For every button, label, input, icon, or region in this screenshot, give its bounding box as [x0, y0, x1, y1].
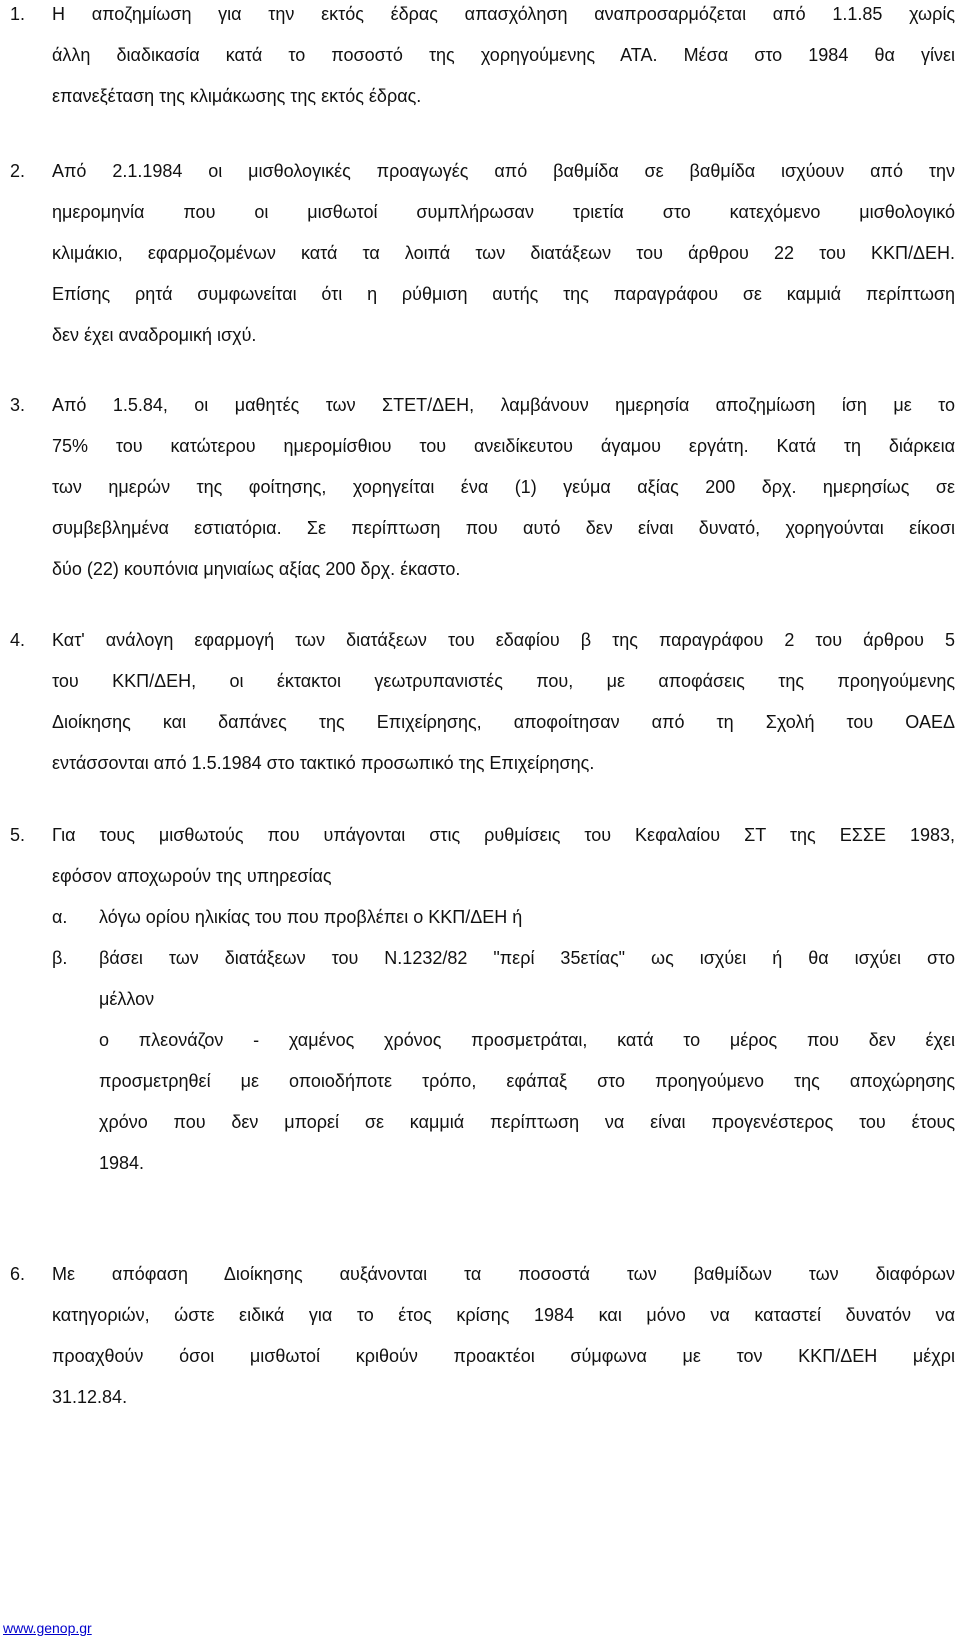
text-line: λόγω ορίου ηλικίας του που προβλέπει ο ΚΚΠ/ΔΕΗ ή [99, 907, 523, 927]
text-line: επανεξέταση της κλιμάκωσης της εκτός έδρας. [52, 86, 422, 106]
paragraph-3 [10, 385, 955, 590]
text-line: δύο (22) κουπόνια μηνιαίως αξίας 200 δρχ. έκαστο. [52, 559, 461, 579]
text-line: βάσει των διατάξεων του Ν.1232/82 "περί 35ετίας" ως ισχύει ή θα ισχύει στο [99, 948, 955, 968]
text-line: Η αποζημίωση για την εκτός έδρας απασχόληση αναπροσαρμόζεται από 1.1.85 χωρίς [52, 4, 955, 24]
paragraph-number: 6. [10, 1264, 26, 1284]
text-line: ο πλεονάζον - χαμένος χρόνος προσμετράται, κατά το μέρος που δεν έχει [99, 1030, 955, 1050]
paragraph-2 [10, 151, 955, 356]
paragraph-body [52, 815, 955, 1184]
text-line: προσμετρηθεί με οποιοδήποτε τρόπο, εφάπαξ στο προηγούμενο της αποχώρησης [99, 1071, 955, 1091]
text-line: 31.12.84. [52, 1387, 128, 1407]
paragraph-4 [10, 620, 955, 784]
text-line: δεν έχει αναδρομική ισχύ. [52, 325, 257, 345]
text-line: κατηγοριών, ώστε ειδικά για το έτος κρίσης 1984 και μόνο να καταστεί δυνατόν να [52, 1305, 955, 1325]
text-line: χρόνο που δεν μπορεί σε καμμιά περίπτωση να είναι προγενέστερος του έτους [99, 1112, 955, 1132]
paragraph-body [52, 1254, 955, 1418]
text-line: Για τους μισθωτούς που υπάγονται στις ρυθμίσεις του Κεφαλαίου ΣΤ της ΕΣΣΕ 1983, [52, 825, 955, 845]
text-line: 75% του κατώτερου ημερομίσθιου του ανειδίκευτου άγαμου εργάτη. Κατά τη διάρκεια [52, 436, 955, 456]
subitem-a [52, 897, 955, 938]
paragraph-number: 3. [10, 395, 26, 415]
paragraph-number: 5. [10, 825, 26, 845]
subitem-label: β. [52, 948, 68, 968]
paragraph-number: 1. [10, 4, 26, 24]
text-line: εφόσον αποχωρούν της υπηρεσίας [52, 866, 332, 886]
footer-link[interactable]: www.genop.gr [3, 1620, 92, 1636]
text-line: προαχθούν όσοι μισθωτοί κριθούν προακτέοι σύμφωνα με τον ΚΚΠ/ΔΕΗ μέχρι [52, 1346, 955, 1366]
text-line: του ΚΚΠ/ΔΕΗ, οι έκτακτοι γεωτρυπανιστές που, με αποφάσεις της προηγούμενης [52, 671, 955, 691]
paragraph-number: 4. [10, 630, 26, 650]
text-line: Με απόφαση Διοίκησης αυξάνονται τα ποσοστά των βαθμίδων των διαφόρων [52, 1264, 955, 1284]
paragraph-body [52, 385, 955, 590]
text-line: άλλη διαδικασία κατά το ποσοστό της χορηγούμενης ΑΤΑ. Μέσα στο 1984 θα γίνει [52, 45, 955, 65]
paragraph-5 [10, 815, 955, 1184]
paragraph-1 [10, 0, 955, 117]
paragraph-body [52, 620, 955, 784]
text-line: μέλλον [99, 989, 155, 1009]
text-line: ημερομηνία που οι μισθωτοί συμπλήρωσαν τριετία στο κατεχόμενο μισθολογικό [52, 202, 955, 222]
text-line: Επίσης ρητά συμφωνείται ότι η ρύθμιση αυτής της παραγράφου σε καμμιά περίπτωση [52, 284, 955, 304]
text-line: συμβεβλημένα εστιατόρια. Σε περίπτωση που αυτό δεν είναι δυνατό, χορηγούνται είκοσι [52, 518, 955, 538]
text-line: Από 1.5.84, οι μαθητές των ΣΤΕΤ/ΔΕΗ, λαμβάνουν ημερησία αποζημίωση ίση με το [52, 395, 955, 415]
text-line: 1984. [99, 1153, 145, 1173]
subitem-label: α. [52, 907, 68, 927]
text-line: Κατ' ανάλογη εφαρμογή των διατάξεων του εδαφίου β της παραγράφου 2 του άρθρου 5 [52, 630, 955, 650]
paragraph-body [52, 151, 955, 356]
subitem-body [99, 938, 955, 1184]
text-line: Διοίκησης και δαπάνες της Επιχείρησης, αποφοίτησαν από τη Σχολή του ΟΑΕΔ [52, 712, 955, 732]
subitem-body [99, 897, 955, 938]
paragraph-body [52, 0, 955, 117]
paragraph-number: 2. [10, 161, 26, 181]
text-line: κλιμάκιο, εφαρμοζομένων κατά τα λοιπά των διατάξεων του άρθρου 22 του ΚΚΠ/ΔΕΗ. [52, 243, 955, 263]
text-line: εντάσσονται από 1.5.1984 στο τακτικό προσωπικό της Επιχείρησης. [52, 753, 595, 773]
subitem-b [52, 938, 955, 1184]
text-line: των ημερών της φοίτησης, χορηγείται ένα (1) γεύμα αξίας 200 δρχ. ημερησίως σε [52, 477, 955, 497]
paragraph-6 [10, 1254, 955, 1418]
text-line: Από 2.1.1984 οι μισθολογικές προαγωγές από βαθμίδα σε βαθμίδα ισχύουν από την [52, 161, 955, 181]
